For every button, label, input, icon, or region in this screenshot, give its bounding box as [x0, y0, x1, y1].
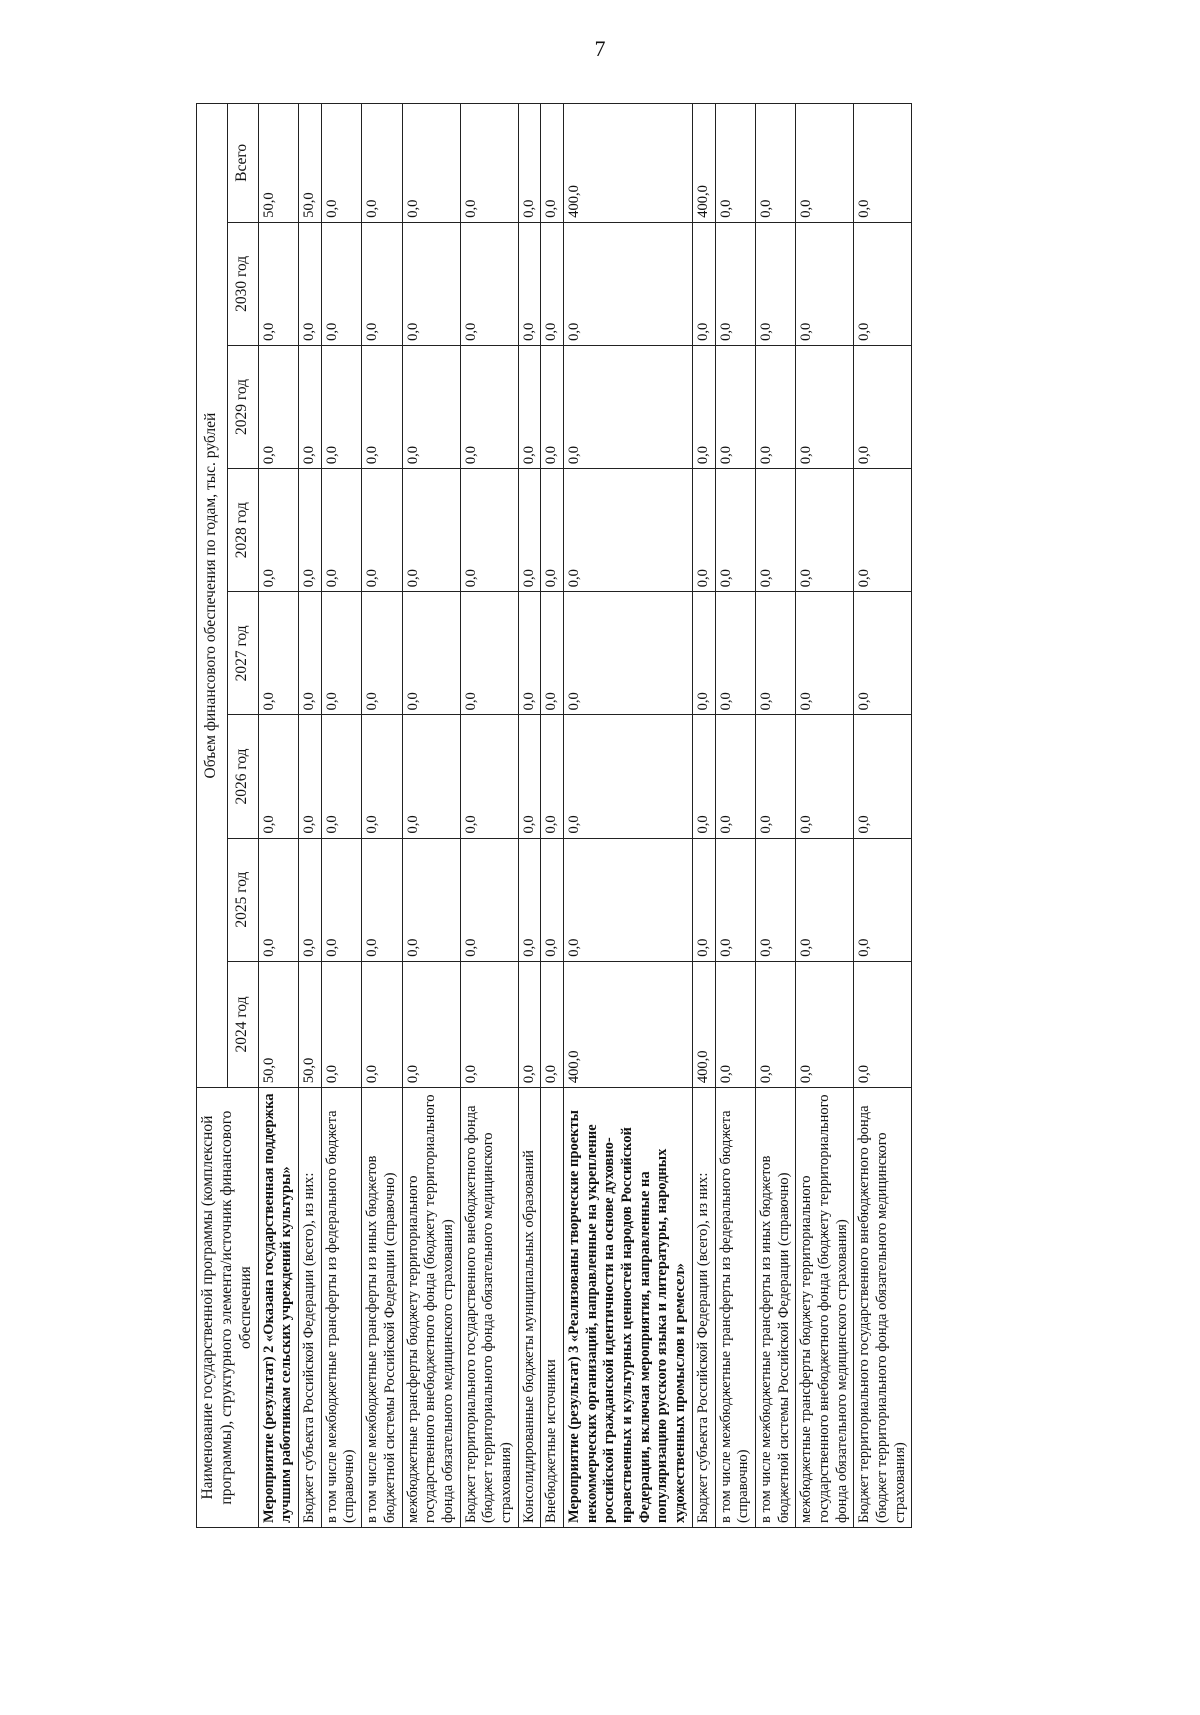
- value-cell: 0,0: [402, 961, 460, 1087]
- value-cell: 0,0: [321, 104, 361, 223]
- year-header-cell: 2029 год: [227, 345, 258, 468]
- table-row: [518, 104, 541, 1528]
- row-label: в том числе межбюджетные трансферты из иных бюджетов бюджетной системы Российской Федерации (справочно): [755, 1088, 795, 1528]
- value-cell: 0,0: [854, 222, 912, 345]
- value-cell: 0,0: [518, 345, 541, 468]
- row-label: Мероприятие (результат) 2 «Оказана государственная поддержка лучшим работникам сельских учреждений культуры»: [258, 1088, 298, 1528]
- value-cell: 0,0: [402, 715, 460, 838]
- row-label: межбюджетные трансферты бюджету территориального государственного внебюджетного фонда (бюджету территориального фонда обязательного медицинского страхования): [796, 1088, 854, 1528]
- value-cell: 0,0: [715, 715, 755, 838]
- value-cell: 0,0: [258, 345, 298, 468]
- header-name-cell: Наименование государственной программы (комплексной программы), структурного элемента/источник финансового обеспечения: [197, 1088, 259, 1528]
- value-cell: 0,0: [692, 469, 715, 592]
- value-cell: 0,0: [541, 222, 564, 345]
- value-cell: 0,0: [258, 222, 298, 345]
- value-cell: 0,0: [362, 715, 402, 838]
- value-cell: 0,0: [402, 592, 460, 715]
- value-cell: 0,0: [715, 104, 755, 223]
- value-cell: 0,0: [258, 838, 298, 961]
- value-cell: 0,0: [321, 345, 361, 468]
- value-cell: 0,0: [796, 222, 854, 345]
- value-cell: 0,0: [541, 715, 564, 838]
- value-cell: 0,0: [518, 222, 541, 345]
- value-cell: 0,0: [692, 345, 715, 468]
- value-cell: 0,0: [258, 715, 298, 838]
- row-label: в том числе межбюджетные трансферты из иных бюджетов бюджетной системы Российской Федерации (справочно): [362, 1088, 402, 1528]
- year-header-cell: 2025 год: [227, 838, 258, 961]
- value-cell: 0,0: [402, 222, 460, 345]
- table-row: [755, 104, 795, 1528]
- value-cell: 0,0: [402, 104, 460, 223]
- value-cell: 0,0: [541, 104, 564, 223]
- value-cell: 0,0: [518, 838, 541, 961]
- value-cell: 0,0: [460, 469, 518, 592]
- value-cell: 0,0: [541, 961, 564, 1087]
- value-cell: 0,0: [564, 469, 693, 592]
- table-row: [854, 104, 912, 1528]
- value-cell: 0,0: [854, 715, 912, 838]
- value-cell: 0,0: [755, 592, 795, 715]
- row-label: в том числе межбюджетные трансферты из федерального бюджета (справочно): [715, 1088, 755, 1528]
- value-cell: 0,0: [854, 104, 912, 223]
- value-cell: 0,0: [321, 469, 361, 592]
- value-cell: 0,0: [715, 345, 755, 468]
- page-number: 7: [594, 36, 606, 61]
- rotated-table-frame: [196, 103, 1146, 1528]
- value-cell: 0,0: [564, 345, 693, 468]
- value-cell: 0,0: [299, 838, 322, 961]
- year-header-cell: 2030 год: [227, 222, 258, 345]
- row-label: межбюджетные трансферты бюджету территориального государственного внебюджетного фонда (бюджету территориального фонда обязательного медицинского страхования): [402, 1088, 460, 1528]
- value-cell: 0,0: [518, 961, 541, 1087]
- row-label: Бюджет субъекта Российской Федерации (всего), из них:: [692, 1088, 715, 1528]
- row-label: Бюджет территориального государственного внебюджетного фонда (бюджет территориального фонда обязательного медицинского страхования): [460, 1088, 518, 1528]
- value-cell: 0,0: [362, 222, 402, 345]
- value-cell: 0,0: [518, 469, 541, 592]
- value-cell: 0,0: [518, 592, 541, 715]
- value-cell: 0,0: [460, 592, 518, 715]
- year-header-cell: 2026 год: [227, 715, 258, 838]
- value-cell: 0,0: [362, 592, 402, 715]
- value-cell: 400,0: [692, 104, 715, 223]
- row-label: Бюджет субъекта Российской Федерации (всего), из них:: [299, 1088, 322, 1528]
- value-cell: 0,0: [321, 592, 361, 715]
- value-cell: 0,0: [715, 838, 755, 961]
- table-row: [796, 104, 854, 1528]
- value-cell: 0,0: [796, 838, 854, 961]
- table-row: [460, 104, 518, 1528]
- value-cell: 0,0: [541, 469, 564, 592]
- value-cell: 0,0: [321, 838, 361, 961]
- value-cell: 0,0: [299, 222, 322, 345]
- value-cell: 0,0: [796, 715, 854, 838]
- value-cell: 0,0: [362, 469, 402, 592]
- value-cell: 400,0: [564, 104, 693, 223]
- value-cell: 0,0: [692, 592, 715, 715]
- value-cell: 0,0: [362, 838, 402, 961]
- table-row: [564, 104, 693, 1528]
- value-cell: 50,0: [258, 961, 298, 1087]
- value-cell: 0,0: [402, 469, 460, 592]
- value-cell: 0,0: [755, 345, 795, 468]
- row-label: Бюджет территориального государственного внебюджетного фонда (бюджет территориального фонда обязательного медицинского страхования): [854, 1088, 912, 1528]
- value-cell: 0,0: [299, 469, 322, 592]
- table-body: [258, 104, 912, 1528]
- value-cell: 0,0: [299, 345, 322, 468]
- value-cell: 0,0: [299, 592, 322, 715]
- table-row: [715, 104, 755, 1528]
- value-cell: 0,0: [854, 345, 912, 468]
- value-cell: 0,0: [258, 469, 298, 592]
- value-cell: 0,0: [854, 961, 912, 1087]
- value-cell: 0,0: [518, 715, 541, 838]
- value-cell: 0,0: [564, 222, 693, 345]
- value-cell: 50,0: [299, 961, 322, 1087]
- table-row: [402, 104, 460, 1528]
- value-cell: 0,0: [755, 715, 795, 838]
- value-cell: 0,0: [715, 469, 755, 592]
- value-cell: 0,0: [541, 838, 564, 961]
- value-cell: 0,0: [541, 345, 564, 468]
- table-row: [541, 104, 564, 1528]
- table-row: [321, 104, 361, 1528]
- value-cell: 50,0: [258, 104, 298, 223]
- table-row: [362, 104, 402, 1528]
- value-cell: 0,0: [362, 345, 402, 468]
- year-header-cell: 2024 год: [227, 961, 258, 1087]
- value-cell: 400,0: [692, 961, 715, 1087]
- value-cell: 0,0: [796, 104, 854, 223]
- value-cell: 0,0: [755, 222, 795, 345]
- value-cell: 0,0: [692, 222, 715, 345]
- value-cell: 0,0: [541, 592, 564, 715]
- value-cell: 0,0: [854, 469, 912, 592]
- row-label: Внебюджетные источники: [541, 1088, 564, 1528]
- header-volume-cell: Объем финансового обеспечения по годам, тыс. рублей: [197, 104, 228, 1088]
- value-cell: 0,0: [715, 222, 755, 345]
- value-cell: 0,0: [362, 104, 402, 223]
- value-cell: 0,0: [564, 715, 693, 838]
- value-cell: 0,0: [564, 838, 693, 961]
- value-cell: 0,0: [402, 345, 460, 468]
- value-cell: 0,0: [854, 592, 912, 715]
- value-cell: 0,0: [460, 104, 518, 223]
- row-label: в том числе межбюджетные трансферты из федерального бюджета (справочно): [321, 1088, 361, 1528]
- value-cell: 0,0: [460, 345, 518, 468]
- value-cell: 0,0: [321, 715, 361, 838]
- table-row: [258, 104, 298, 1528]
- value-cell: 0,0: [796, 961, 854, 1087]
- value-cell: 0,0: [755, 838, 795, 961]
- year-header-cell: Всего: [227, 104, 258, 223]
- financing-table: [196, 103, 912, 1528]
- table-container: [196, 103, 1146, 1528]
- value-cell: 0,0: [518, 104, 541, 223]
- value-cell: 0,0: [796, 592, 854, 715]
- row-label: Мероприятие (результат) 3 «Реализованы творческие проекты некоммерческих организаций, направленные на укрепление российской гражданской идентичности на основе духовно-нравственных и культурных ценностей народов Российской Федерации, включая мероприятия, направленные на популяризацию русского языка и литературы, народных художественных промыслов и ремесел»: [564, 1088, 693, 1528]
- value-cell: 0,0: [362, 961, 402, 1087]
- value-cell: 0,0: [755, 469, 795, 592]
- value-cell: 0,0: [299, 715, 322, 838]
- value-cell: 50,0: [299, 104, 322, 223]
- value-cell: 0,0: [755, 104, 795, 223]
- value-cell: 0,0: [460, 961, 518, 1087]
- year-header-cell: 2027 год: [227, 592, 258, 715]
- year-header-cell: 2028 год: [227, 469, 258, 592]
- value-cell: 0,0: [564, 592, 693, 715]
- value-cell: 0,0: [460, 222, 518, 345]
- value-cell: 0,0: [796, 345, 854, 468]
- value-cell: 0,0: [460, 838, 518, 961]
- value-cell: 0,0: [402, 838, 460, 961]
- value-cell: 0,0: [692, 715, 715, 838]
- value-cell: 0,0: [796, 469, 854, 592]
- table-row: [299, 104, 322, 1528]
- value-cell: 0,0: [692, 838, 715, 961]
- value-cell: 0,0: [258, 592, 298, 715]
- value-cell: 0,0: [460, 715, 518, 838]
- value-cell: 0,0: [755, 961, 795, 1087]
- value-cell: 0,0: [715, 592, 755, 715]
- value-cell: 0,0: [321, 961, 361, 1087]
- row-label: Консолидированные бюджеты муниципальных образований: [518, 1088, 541, 1528]
- value-cell: 0,0: [854, 838, 912, 961]
- table-row: [692, 104, 715, 1528]
- value-cell: 0,0: [715, 961, 755, 1087]
- value-cell: 0,0: [321, 222, 361, 345]
- value-cell: 400,0: [564, 961, 693, 1087]
